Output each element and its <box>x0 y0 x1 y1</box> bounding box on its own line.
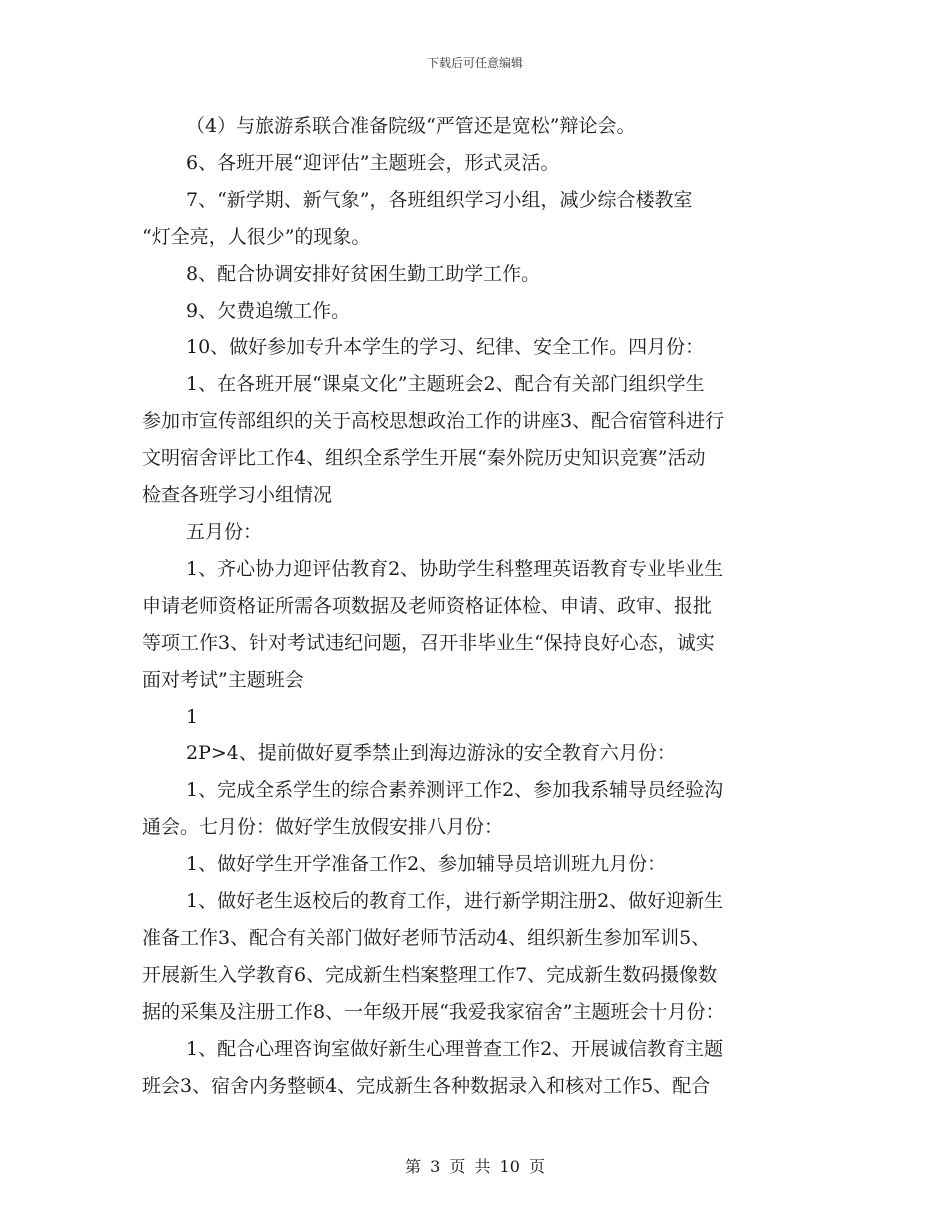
text-line: 9、欠费追缴工作。 <box>186 299 351 322</box>
text-line: 6、各班开展“迎评估”主题班会，形式灵活。 <box>186 151 560 174</box>
text-line: 检查各班学习小组情况 <box>142 484 333 507</box>
page-footer: 第 3 页 共 10 页 <box>405 1157 545 1176</box>
text-line: （4）与旅游系联合准备院级“严管还是宽松”辩论会。 <box>186 115 636 137</box>
text-line: 2P>4、提前做好夏季禁止到海边游泳的安全教育六月份： <box>186 742 676 765</box>
text-line: 1、在各班开展“课桌文化”主题班会2、配合有关部门组织学生 <box>186 373 705 396</box>
text-line: 1、齐心协力迎评估教育2、协助学生科整理英语教育专业毕业生 <box>186 557 724 580</box>
text-line: 1、完成全系学生的综合素养测评工作2、参加我系辅导员经验沟 <box>186 779 724 802</box>
text-line: 1、做好老生返校后的教育工作，进行新学期注册2、做好迎新生 <box>186 890 724 913</box>
text-line: 文明宿舍评比工作4、组织全系学生开展“秦外院历史知识竞赛”活动 <box>142 447 706 470</box>
text-line: 等项工作3、针对考试违纪问题，召开非毕业生“保持良好心态，诚实 <box>142 631 715 654</box>
text-line: 五月份： <box>186 520 263 543</box>
text-line: 8、配合协调安排好贫困生勤工助学工作。 <box>186 262 541 285</box>
text-line: 1、做好学生开学准备工作2、参加辅导员培训班九月份： <box>186 853 667 876</box>
page-header: 下载后可任意编辑 <box>426 56 523 70</box>
text-line: 10、做好参加专升本学生的学习、纪律、安全工作。四月份： <box>186 336 705 359</box>
text-line: 申请老师资格证所需各项数据及老师资格证体检、申请、政审、报批 <box>142 594 713 617</box>
text-line: 1、配合心理咨询室做好新生心理普查工作2、开展诚信教育主题 <box>186 1037 724 1060</box>
document-body <box>142 108 832 1104</box>
text-line: 开展新生入学教育6、完成新生档案整理工作7、完成新生数码摄像数 <box>142 963 718 986</box>
text-line: “灯全亮，人很少”的现象。 <box>142 225 371 248</box>
text-line: 班会3、宿舍内务整顿4、完成新生各种数据录入和核对工作5、配合 <box>142 1074 711 1097</box>
text-line: 7、“新学期、新气象”，各班组织学习小组，减少综合楼教室 <box>186 188 693 211</box>
text-line: 1 <box>186 705 199 728</box>
text-line: 面对考试”主题班会 <box>142 668 304 691</box>
text-line: 参加市宣传部组织的关于高校思想政治工作的讲座3、配合宿管科进行 <box>142 410 725 433</box>
text-line: 准备工作3、配合有关部门做好老师节活动4、组织新生参加军训5、 <box>142 926 711 949</box>
text-line: 据的采集及注册工作8、一年级开展“我爱我家宿舍”主题班会十月份： <box>142 1000 725 1023</box>
text-line: 通会。七月份：做好学生放假安排八月份： <box>142 816 504 839</box>
